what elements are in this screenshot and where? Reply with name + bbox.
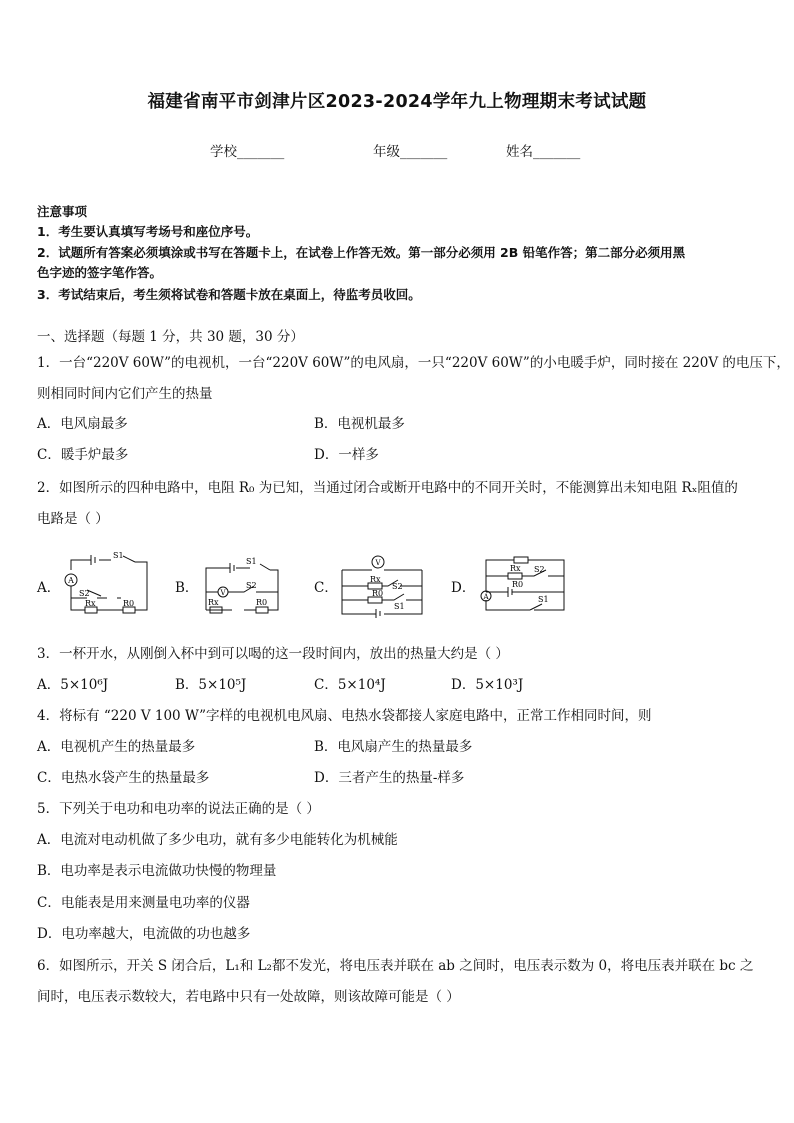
- circuit-diagram-c: [338, 552, 426, 618]
- q3-option-c: C．5×10⁴J: [314, 677, 386, 693]
- section-heading: 一、选择题（每题 1 分，共 30 题，30 分）: [37, 329, 304, 345]
- resistor-label: R0: [372, 589, 384, 598]
- q1-option-b: B．电视机最多: [314, 416, 405, 432]
- question-4-text: 4．将标有 “220 V 100 W”字样的电视机电风扇、电热水袋都接人家庭电路中，正常工作相同时间，则: [37, 708, 652, 724]
- resistor-label: Rx: [370, 575, 381, 584]
- question-6-text: 间时，电压表示数较大，若电路中只有一处故障，则该故障可能是（ ）: [37, 989, 460, 1005]
- note-item: 3．考试结束后，考生须将试卷和答题卡放在桌面上，待监考员收回。: [37, 287, 421, 302]
- q4-option-c: C．电热水袋产生的热量最多: [37, 770, 210, 786]
- q2-option-c: C．: [314, 580, 338, 596]
- note-item: 色字迹的签字笔作答。: [37, 265, 163, 280]
- question-1-text: 则相同时间内它们产生的热量: [37, 386, 213, 402]
- voltmeter-label: V: [220, 589, 226, 597]
- q2-option-a: A．: [37, 580, 61, 596]
- note-item: 2．试题所有答案必须填涂或书写在答题卡上，在试卷上作答无效。第一部分必须用 2B 铅笔作答；第二部分必须用黑: [37, 245, 686, 260]
- resistor-label: Rx: [85, 599, 96, 608]
- notes-heading: 注意事项: [37, 204, 88, 219]
- q4-option-d: D．三者产生的热量-样多: [314, 770, 465, 786]
- q1-option-a: A．电风扇最多: [37, 416, 128, 432]
- switch-label: S2: [79, 589, 90, 598]
- q5-option-d: D．电功率越大，电流做的功也越多: [37, 926, 251, 942]
- ammeter-label: A: [68, 576, 74, 585]
- circuit-diagram-b: [200, 552, 282, 614]
- switch-label: S1: [246, 557, 257, 566]
- q4-option-b: B．电风扇产生的热量最多: [314, 739, 473, 755]
- resistor-label: R0: [123, 599, 135, 608]
- q1-option-c: C．暖手炉最多: [37, 447, 129, 463]
- q3-option-d: D．5×10³J: [451, 677, 524, 693]
- resistor-label: Rx: [208, 598, 219, 607]
- school-field: 学校_______: [210, 144, 285, 160]
- q1-option-d: D．一样多: [314, 447, 379, 463]
- q5-option-c: C．电能表是用来测量电功率的仪器: [37, 895, 250, 911]
- question-2-text: 2．如图所示的四种电路中，电阻 R₀ 为已知，当通过闭合或断开电路中的不同开关时，不能测算出未知电阻 Rₓ阻值的: [37, 480, 738, 496]
- question-5-text: 5．下列关于电功和电功率的说法正确的是（ ）: [37, 801, 320, 817]
- q5-option-a: A．电流对电动机做了多少电功，就有多少电能转化为机械能: [37, 832, 398, 848]
- question-1-text: 1．一台“220V 60W”的电视机，一台“220V 60W”的电风扇，一只“220V 60W”的小电暖手炉，同时接在 220V 的电压下，: [37, 355, 790, 371]
- q3-option-b: B．5×10⁵J: [175, 677, 247, 693]
- q2-option-b: B．: [175, 580, 199, 596]
- question-3-text: 3．一杯开水，从刚倒入杯中到可以喝的这一段时间内，放出的热量大约是（ ）: [37, 646, 509, 662]
- switch-label: S1: [113, 552, 124, 560]
- ammeter-label: A: [483, 593, 489, 601]
- question-6-text: 6．如图所示，开关 S 闭合后，L₁和 L₂都不发光，将电压表并联在 ab 之间时，电压表示数为 0，将电压表并联在 bc 之: [37, 958, 754, 974]
- switch-label: S2: [392, 582, 403, 591]
- grade-field: 年级_______: [373, 144, 448, 160]
- note-item: 1．考生要认真填写考场号和座位序号。: [37, 224, 259, 239]
- q5-option-b: B．电功率是表示电流做功快慢的物理量: [37, 863, 277, 879]
- q4-option-a: A．电视机产生的热量最多: [37, 739, 196, 755]
- voltmeter-label: V: [375, 559, 381, 567]
- resistor-label: Rx: [510, 564, 521, 573]
- name-field: 姓名_______: [506, 144, 581, 160]
- switch-label: S1: [394, 602, 405, 611]
- switch-label: S1: [538, 595, 549, 604]
- circuit-diagram-d: [478, 552, 568, 614]
- switch-label: S2: [534, 565, 545, 574]
- q3-option-a: A．5×10⁶J: [37, 677, 109, 693]
- circuit-diagram-a: [61, 552, 153, 614]
- resistor-label: R0: [512, 580, 524, 589]
- exam-title: 福建省南平市剑津片区2023-2024学年九上物理期末考试试题: [147, 92, 647, 112]
- question-2-text: 电路是（ ）: [37, 511, 109, 527]
- switch-label: S2: [246, 581, 257, 590]
- q2-option-d: D．: [451, 580, 476, 596]
- resistor-label: R0: [256, 598, 268, 607]
